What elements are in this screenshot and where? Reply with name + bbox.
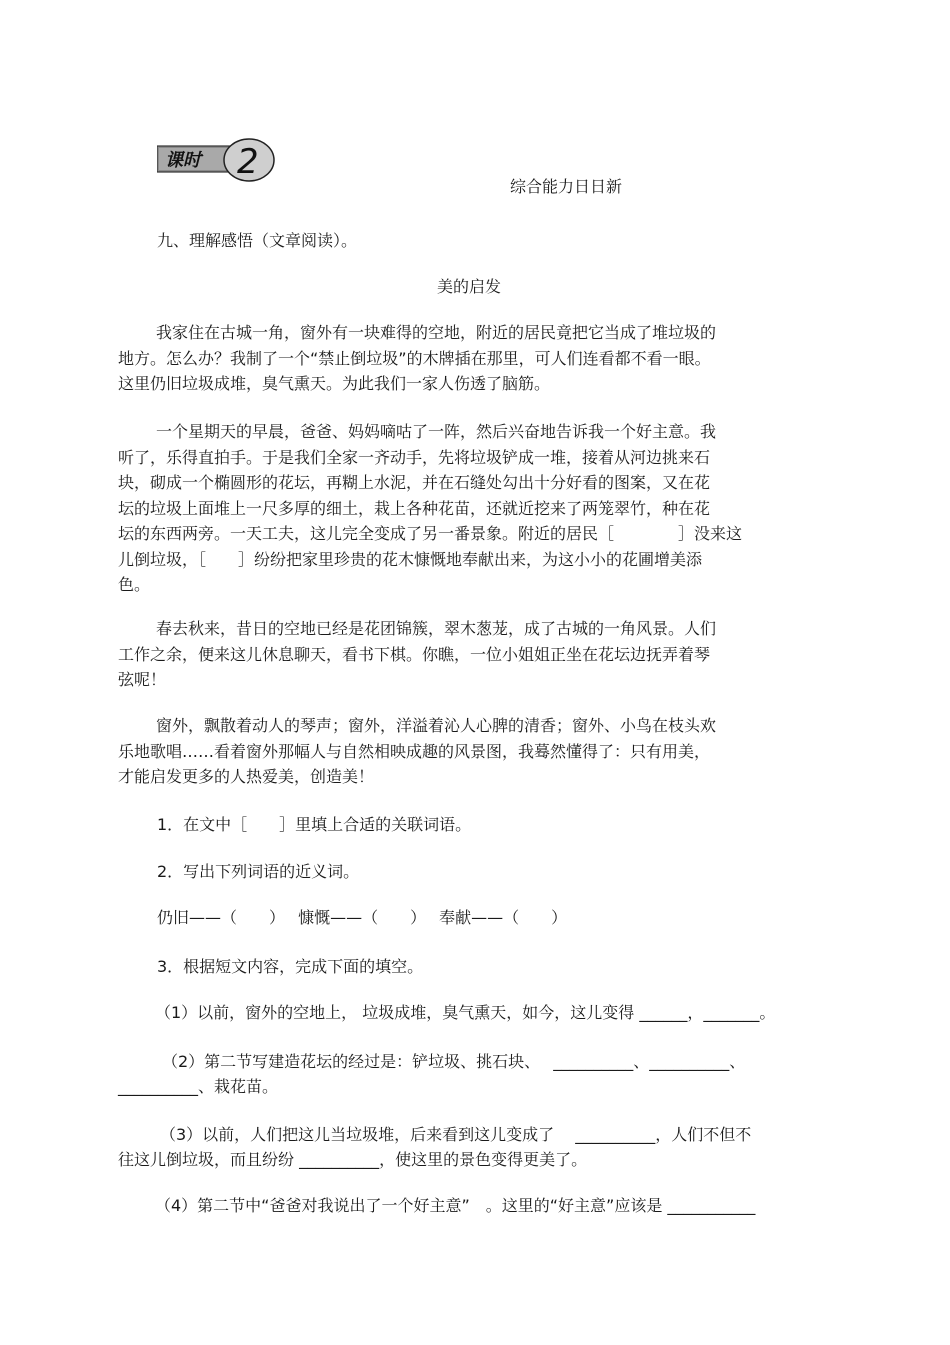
lesson-badge-logo — [157, 136, 275, 186]
question-3-2-line-1: （2）第二节写建造花坛的经过是：铲垃圾、挑石块、 __________、__________、 — [162, 1052, 746, 1071]
question-2-words: 仍旧——（ ） 慷慨——（ ） 奉献——（ ） — [157, 908, 568, 927]
article-paragraph-2: 一个星期天的早晨，爸爸、妈妈嘀咕了一阵，然后兴奋地告诉我一个好主意。我 听了，乐得直拍手。于是我们全家一齐动手，先将垃圾铲成一堆，接着从河边挑来石 块，砌成一个椭圆形的花坛，再糊上水泥，并在石缝处勾出十分好看的图案，又在花 坛的垃圾上面堆上一尺多厚的细土，栽上各种花苗，还就近挖来了两笼翠竹，种在花 坛的东西两旁。一天工夫，这儿完全变成了另一番景象。附近的居民［ ］没来这 儿倒垃圾，［ ］纷纷把家里珍贵的花木慷慨地奉献出来，为这小小的花圃增美添 色。 — [118, 422, 743, 594]
article-paragraph-3: 春去秋来，昔日的空地已经是花团锦簇，翠木葱茏，成了古城的一角风景。人们 工作之余，便来这儿休息聊天，看书下棋。你瞧，一位小姐姐正坐在花坛边抚弄着琴 弦呢！ — [118, 619, 717, 689]
section-heading: 九、理解感悟（文章阅读）。 — [157, 231, 358, 250]
article-paragraph-1: 我家住在古城一角，窗外有一块难得的空地，附近的居民竟把它当成了堆垃圾的 地方。怎么办？我制了一个“禁止倒垃圾”的木牌插在那里，可人们连看都不看一眼。 这里仍旧垃圾成堆，臭气熏天。为此我们一家人伤透了脑筋。 — [118, 323, 717, 393]
question-3-3-line-2: 往这儿倒垃圾，而且纷纷 __________，使这里的景色变得更美了。 — [118, 1150, 588, 1169]
article-paragraph-4: 窗外，飘散着动人的琴声；窗外，洋溢着沁人心脾的清香；窗外、小鸟在枝头欢 乐地歌唱……看着窗外那幅人与自然相映成趣的风景图，我蓦然懂得了：只有用美， 才能启发更多的人热爱美，创造美！ — [118, 716, 717, 786]
page-subtitle: 综合能力日日新 — [510, 177, 623, 196]
logo-text: 课时 — [165, 150, 201, 171]
question-3: 3．根据短文内容，完成下面的填空。 — [157, 957, 424, 976]
question-3-3-line-1: （3）以前，人们把这儿当垃圾堆，后来看到这儿变成了 __________，人们不但不 — [160, 1125, 752, 1144]
question-3-1: （1）以前，窗外的空地上， 垃圾成堆，臭气熏天，如今，这儿变得 ______，_______。 — [155, 1003, 776, 1022]
article-title: 美的启发 — [437, 277, 502, 296]
logo-number: 2 — [237, 142, 259, 182]
question-1: 1．在文中［ ］里填上合适的关联词语。 — [157, 815, 472, 834]
question-3-4: （4）第二节中“爸爸对我说出了一个好主意” 。这里的“好主意”应该是 ___________ — [155, 1196, 756, 1215]
question-3-2-line-2: __________、栽花苗。 — [118, 1077, 279, 1096]
question-2: 2．写出下列词语的近义词。 — [157, 862, 360, 881]
